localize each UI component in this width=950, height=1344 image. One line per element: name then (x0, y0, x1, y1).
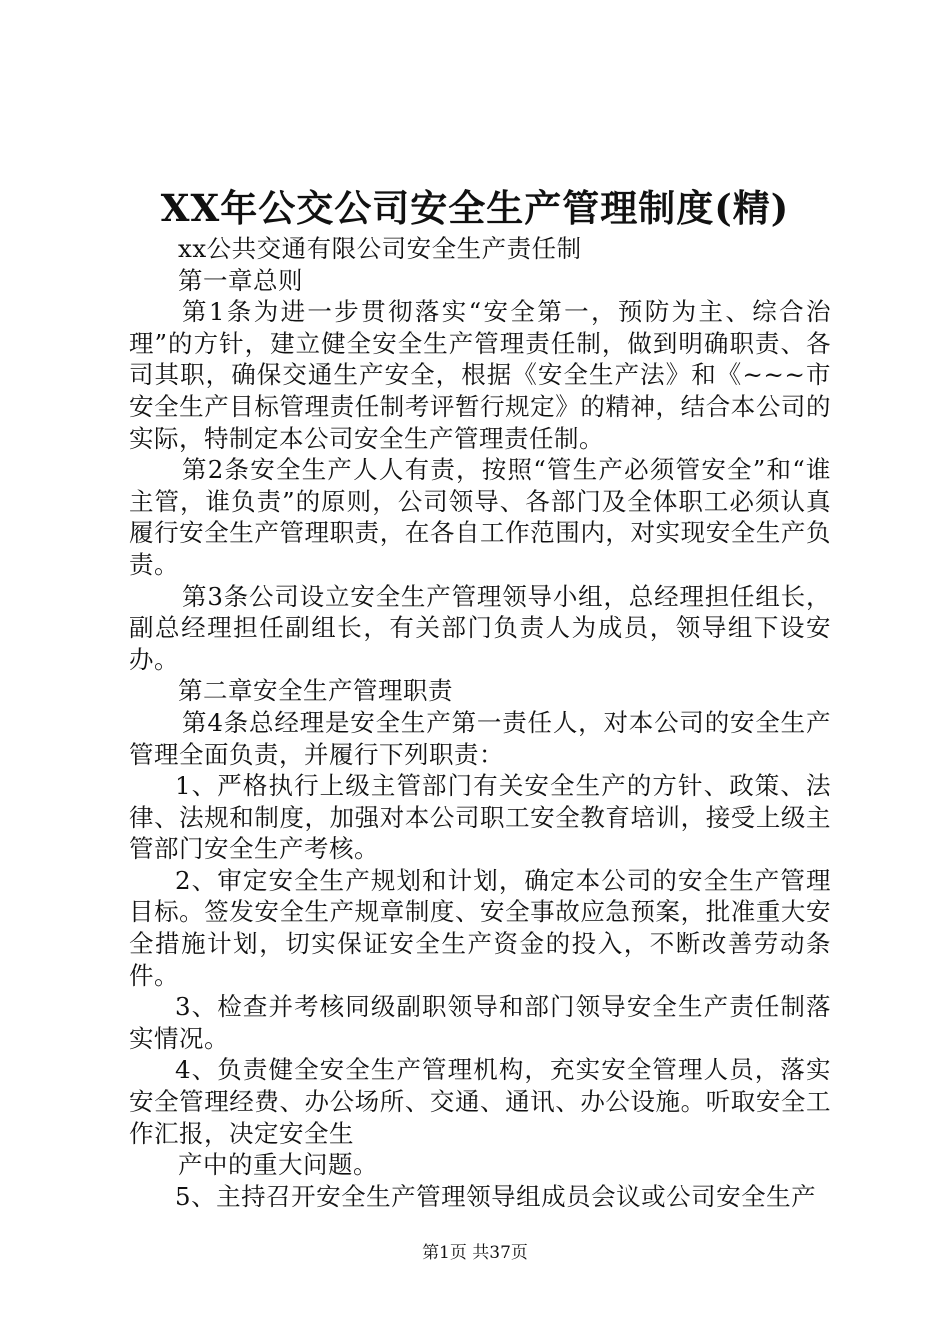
chapter-heading-2: 第二章安全生产管理职责 (178, 676, 453, 706)
duty-item-4-continued: 产中的重大问题。 (178, 1150, 378, 1180)
duty-item-4: 4、负责健全安全生产管理机构，充实安全管理人员，落实安全管理经费、办公场所、交通、通讯、办公设施。听取安全工作汇报，决定安全生 (129, 1055, 831, 1148)
article-2: 第2条安全生产人人有责，按照“管生产必须管安全”和“谁主管，谁负责”的原则，公司领导、各部门及全体职工必须认真履行安全生产管理职责，在各自工作范围内，对实现安全生产负责。 (129, 455, 831, 579)
document-title: XX年公交公司安全生产管理制度(精) (160, 186, 790, 230)
duty-item-3: 3、检查并考核同级副职领导和部门领导安全生产责任制落实情况。 (129, 992, 831, 1053)
article-1: 第1条为进一步贯彻落实“安全第一，预防为主、综合治理”的方针，建立健全安全生产管理责任制，做到明确职责、各司其职，确保交通生产安全，根据《安全生产法》和《~~~市安全生产目标管理责任制考评暂行规定》的精神，结合本公司的实际，特制定本公司安全生产管理责任制。 (129, 297, 831, 453)
chapter-heading-1: 第一章总则 (178, 265, 303, 295)
duty-item-2: 2、审定安全生产规划和计划，确定本公司的安全生产管理目标。签发安全生产规章制度、安全事故应急预案，批准重大安全措施计划，切实保证安全生产资金的投入，不断改善劳动条件。 (129, 865, 831, 990)
article-3: 第3条公司设立安全生产管理领导小组，总经理担任组长，副总经理担任副组长，有关部门负责人为成员，领导组下设安办。 (129, 581, 831, 674)
duty-item-5: 5、主持召开安全生产管理领导组成员会议或公司安全生产 (175, 1181, 817, 1211)
page-number-footer: 第1页 共37页 (422, 1243, 528, 1263)
article-4: 第4条总经理是安全生产第一责任人，对本公司的安全生产管理全面负责，并履行下列职责： (129, 707, 831, 769)
document-body (129, 233, 831, 1212)
duty-item-1: 1、严格执行上级主管部门有关安全生产的方针、政策、法律、法规和制度，加强对本公司职工安全教育培训，接受上级主管部门安全生产考核。 (129, 771, 831, 864)
company-heading: xx公共交通有限公司安全生产责任制 (178, 234, 582, 263)
